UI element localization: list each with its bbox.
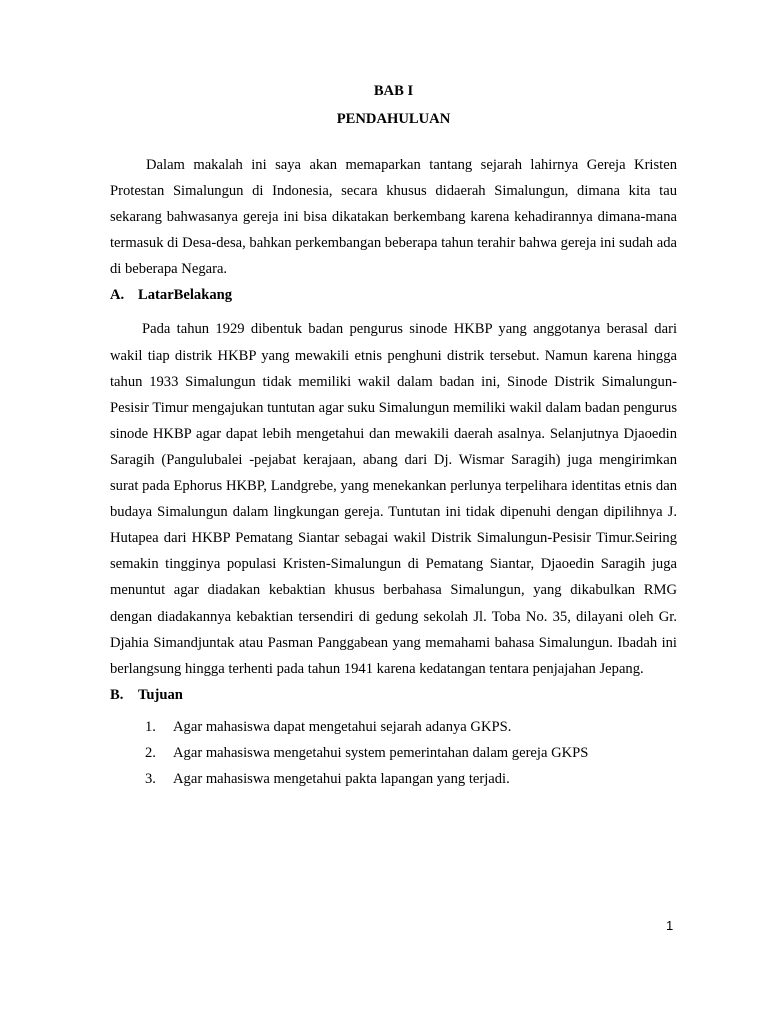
list-item-text: Agar mahasiswa mengetahui system pemerintahan dalam gereja GKPS <box>173 744 589 761</box>
objectives-list <box>110 714 677 792</box>
section-a-title: LatarBelakang <box>138 287 233 304</box>
page-content <box>110 82 677 792</box>
list-item-number: 1. <box>145 718 156 735</box>
chapter-heading: BAB I <box>373 83 414 99</box>
section-a-paragraph: Pada tahun 1929 dibentuk badan pengurus sinode HKBP yang anggotanya berasal dari wakil tiap distrik HKBP yang mewakili etnis penghuni distrik tersebut. Namun karena hingga tahun 1933 Simalungun tidak memiliki wakil dalam badan ini, Sinode Distrik Simalungun-Pesisir Timur mengajukan tuntutan agar suku Simalungun memiliki wakil dalam badan pengurus sinode HKBP agar dapat lebih mengetahui dan mewakili daerah asalnya. Selanjutnya Djaoedin Saragih (Pangulubalei -pejabat kerajaan, abang dari Dj. Wismar Saragih) juga mengirimkan surat pada Ephorus HKBP, Landgrebe, yang menekankan perlunya terpelihara identitas etnis dan budaya Simalungun dalam lingkungan gereja. Tuntutan ini tidak dipenuhi dengan dipilihnya J. Hutapea dari HKBP Pematang Siantar sebagai wakil Distrik Simalungun-Pesisir Timur.Seiring semakin tingginya populasi Kristen-Simalungun di Pematang Siantar, Djaoedin Saragih juga menuntut agar diadakan kebaktian khusus berbahasa Simalungun, yang dikabulkan RMG dengan diadakannya kebaktian tersendiri di gedung sekolah Jl. Toba No. 35, dilayani oleh Gr. Djahia Simandjuntak atau Pasman Panggabean yang memahami bahasa Simalungun. Ibadah ini berlangsung hingga terhenti pada tahun 1941 karena kedatangan tentara penjajahan Jepang. <box>110 321 677 677</box>
section-b-letter: B. <box>110 686 124 703</box>
section-a-heading <box>110 282 677 308</box>
section-a-letter: A. <box>110 287 125 304</box>
section-b-title: Tujuan <box>138 686 183 703</box>
section-b-heading <box>110 682 677 708</box>
list-item <box>145 714 677 740</box>
list-item <box>145 740 677 766</box>
page-number: 1 <box>666 918 674 933</box>
list-item <box>145 766 677 792</box>
intro-paragraph: Dalam makalah ini saya akan memaparkan tantang sejarah lahirnya Gereja Kristen Protestan Simalungun di Indonesia, secara khusus didaerah Simalungun, dimana kita tau sekarang bahwasanya gereja ini bisa dikatakan berkembang karena kehadirannya dimana-mana termasuk di Desa-desa, bahkan perkembangan beberapa tahun terahir bahwa gereja ini sudah ada di beberapa Negara. <box>110 157 677 278</box>
list-item-number: 3. <box>145 770 156 787</box>
list-item-number: 2. <box>145 744 156 761</box>
list-item-text: Agar mahasiswa mengetahui pakta lapangan yang terjadi. <box>173 770 510 787</box>
chapter-title: PENDAHULUAN <box>336 111 451 127</box>
list-item-text: Agar mahasiswa dapat mengetahui sejarah adanya GKPS. <box>173 718 512 735</box>
